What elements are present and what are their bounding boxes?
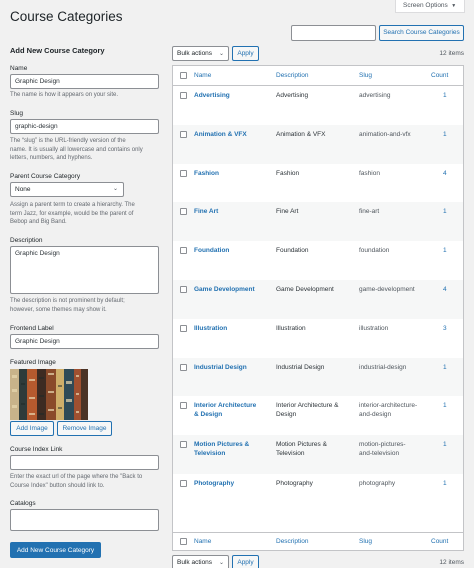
name-label: Name <box>10 65 28 72</box>
table-row <box>173 125 463 164</box>
table-row <box>173 358 463 397</box>
category-name-link[interactable]: Fashion <box>194 169 219 177</box>
frontend-label-label: Frontend Label <box>10 325 54 332</box>
featured-image-thumbnail <box>10 369 88 420</box>
frontend-label-field[interactable]: Graphic Design <box>10 334 159 349</box>
category-count-link[interactable]: 1 <box>443 130 447 138</box>
parent-select-value: None <box>15 186 31 193</box>
category-description: Game Development <box>276 286 334 293</box>
description-field[interactable]: Graphic Design <box>10 246 159 294</box>
catalogs-label: Catalogs <box>10 500 36 507</box>
category-name-link[interactable]: Photography <box>194 480 235 487</box>
category-count-link[interactable]: 1 <box>443 247 447 255</box>
category-slug: illustration <box>359 324 389 332</box>
screen-options-button[interactable] <box>395 0 465 13</box>
table-footer <box>173 532 463 550</box>
category-description: Foundation <box>276 247 309 255</box>
row-checkbox[interactable] <box>180 131 187 138</box>
category-slug: motion-pictures- and-television <box>359 441 406 458</box>
row-checkbox[interactable] <box>180 441 187 448</box>
table-row <box>173 396 463 435</box>
column-slug-footer[interactable]: Slug <box>359 538 373 545</box>
category-description: Animation & VFX <box>276 130 326 138</box>
column-description[interactable]: Description <box>276 72 309 79</box>
category-description: Illustration <box>276 324 306 332</box>
bulk-actions-label: Bulk actions <box>177 50 213 57</box>
description-label: Description <box>10 237 43 244</box>
category-count-link[interactable]: 1 <box>443 480 447 487</box>
remove-image-button[interactable]: Remove Image <box>57 421 112 436</box>
select-all-checkbox-footer[interactable] <box>180 538 187 545</box>
search-input[interactable] <box>291 25 376 41</box>
row-checkbox[interactable] <box>180 286 187 293</box>
form-heading: Add New Course Category <box>10 46 105 55</box>
category-name-link[interactable]: Fine Art <box>194 208 219 216</box>
caret-down-icon: ▼ <box>449 3 457 9</box>
select-all-checkbox[interactable] <box>180 72 187 79</box>
bulk-actions-select-bottom[interactable] <box>172 555 229 568</box>
category-description: Interior Architecture & Design <box>276 402 339 419</box>
page-title: Course Categories <box>10 9 123 24</box>
add-image-button[interactable]: Add Image <box>10 421 54 436</box>
table-row <box>173 86 463 125</box>
table-row <box>173 319 463 358</box>
name-help: The name is how it appears on your site. <box>10 92 119 98</box>
course-index-field[interactable] <box>10 455 159 470</box>
table-row <box>173 280 463 319</box>
category-slug: industrial-design <box>359 363 407 371</box>
slug-label: Slug <box>10 110 24 117</box>
category-slug: game-development <box>359 286 415 293</box>
category-description: Advertising <box>276 92 309 99</box>
row-checkbox[interactable] <box>180 247 187 254</box>
row-checkbox[interactable] <box>180 402 187 409</box>
category-slug: fashion <box>359 169 380 177</box>
apply-button-top[interactable]: Apply <box>232 46 259 61</box>
category-count-link[interactable]: 1 <box>443 441 447 449</box>
category-name-link[interactable]: Game Development <box>194 286 255 293</box>
column-count-footer[interactable]: Count <box>431 538 449 545</box>
category-description: Motion Pictures & Television <box>276 441 327 458</box>
category-count-link[interactable]: 3 <box>443 324 447 332</box>
category-slug: interior-architecture- and-design <box>359 402 418 419</box>
bulk-actions-label: Bulk actions <box>177 559 213 566</box>
featured-image-label: Featured Image <box>10 359 56 366</box>
table-header <box>173 66 463 86</box>
column-count[interactable]: Count <box>431 72 449 79</box>
category-slug: foundation <box>359 247 390 255</box>
row-checkbox[interactable] <box>180 170 187 177</box>
bulk-actions-select-top[interactable] <box>172 46 229 61</box>
row-checkbox[interactable] <box>180 92 187 99</box>
category-slug: fine-art <box>359 208 380 216</box>
category-count-link[interactable]: 1 <box>443 402 447 410</box>
table-row <box>173 241 463 280</box>
category-slug: advertising <box>359 92 391 99</box>
category-slug: photography <box>359 480 396 487</box>
category-count-link[interactable]: 1 <box>443 363 447 371</box>
category-description: Fashion <box>276 169 300 177</box>
add-new-category-button[interactable]: Add New Course Category <box>10 542 101 558</box>
category-name-link[interactable]: Interior Architecture & Design <box>194 402 257 419</box>
apply-button-bottom[interactable]: Apply <box>232 555 259 568</box>
table-row <box>173 164 463 203</box>
chevron-down-icon: ⌄ <box>218 560 224 566</box>
category-description: Fine Art <box>276 208 299 216</box>
row-checkbox[interactable] <box>180 364 187 371</box>
category-count-link[interactable]: 4 <box>443 286 447 293</box>
search-button[interactable]: Search Course Categories <box>379 25 464 41</box>
slug-help: The “slug” is the URL-friendly version of the name. It is usually all lowercase and contains only letters, numbers, and hyphens. <box>10 138 143 161</box>
description-help: The description is not prominent by default; however, some themes may show it. <box>10 298 125 313</box>
category-description: Industrial Design <box>276 363 325 371</box>
categories-table <box>172 65 464 551</box>
slug-field[interactable]: graphic-design <box>10 119 159 134</box>
column-name[interactable]: Name <box>194 72 212 79</box>
course-index-help: Enter the exact url of the page where the "Back to Course Index" button should link to. <box>10 474 143 489</box>
category-name-link[interactable]: Foundation <box>194 247 230 255</box>
name-field[interactable]: Graphic Design <box>10 74 159 89</box>
category-name-link[interactable]: Animation & VFX <box>194 130 247 138</box>
catalogs-field[interactable] <box>10 509 159 531</box>
table-row <box>173 474 463 513</box>
table-row <box>173 202 463 241</box>
category-name-link[interactable]: Advertising <box>194 92 230 99</box>
column-description-footer[interactable]: Description <box>276 538 309 545</box>
parent-help: Assign a parent term to create a hierarchy. The term Jazz, for example, would be the parent of Bebop and Big Band. <box>10 202 135 225</box>
course-index-label: Course Index Link <box>10 446 63 453</box>
category-count-link[interactable]: 1 <box>443 208 447 216</box>
category-name-link[interactable]: Motion Pictures & Television <box>194 441 250 458</box>
column-name-footer[interactable]: Name <box>194 538 212 545</box>
parent-label: Parent Course Category <box>10 173 81 180</box>
row-checkbox[interactable] <box>180 325 187 332</box>
row-checkbox[interactable] <box>180 208 187 215</box>
row-checkbox[interactable] <box>180 480 187 487</box>
category-count-link[interactable]: 1 <box>443 92 447 99</box>
chevron-down-icon: ⌄ <box>218 51 224 57</box>
category-name-link[interactable]: Industrial Design <box>194 363 247 371</box>
column-slug[interactable]: Slug <box>359 72 373 79</box>
items-count-bottom: 12 items <box>439 559 464 566</box>
parent-select[interactable] <box>10 182 124 197</box>
category-name-link[interactable]: Illustration <box>194 324 228 332</box>
books-image <box>10 369 88 420</box>
screen-options-label: Screen Options <box>403 2 448 9</box>
items-count-top: 12 items <box>439 50 464 57</box>
category-description: Photography <box>276 480 313 487</box>
chevron-down-icon: ⌄ <box>112 186 118 192</box>
category-count-link[interactable]: 4 <box>443 169 447 177</box>
table-row <box>173 435 463 474</box>
category-slug: animation-and-vfx <box>359 130 411 138</box>
